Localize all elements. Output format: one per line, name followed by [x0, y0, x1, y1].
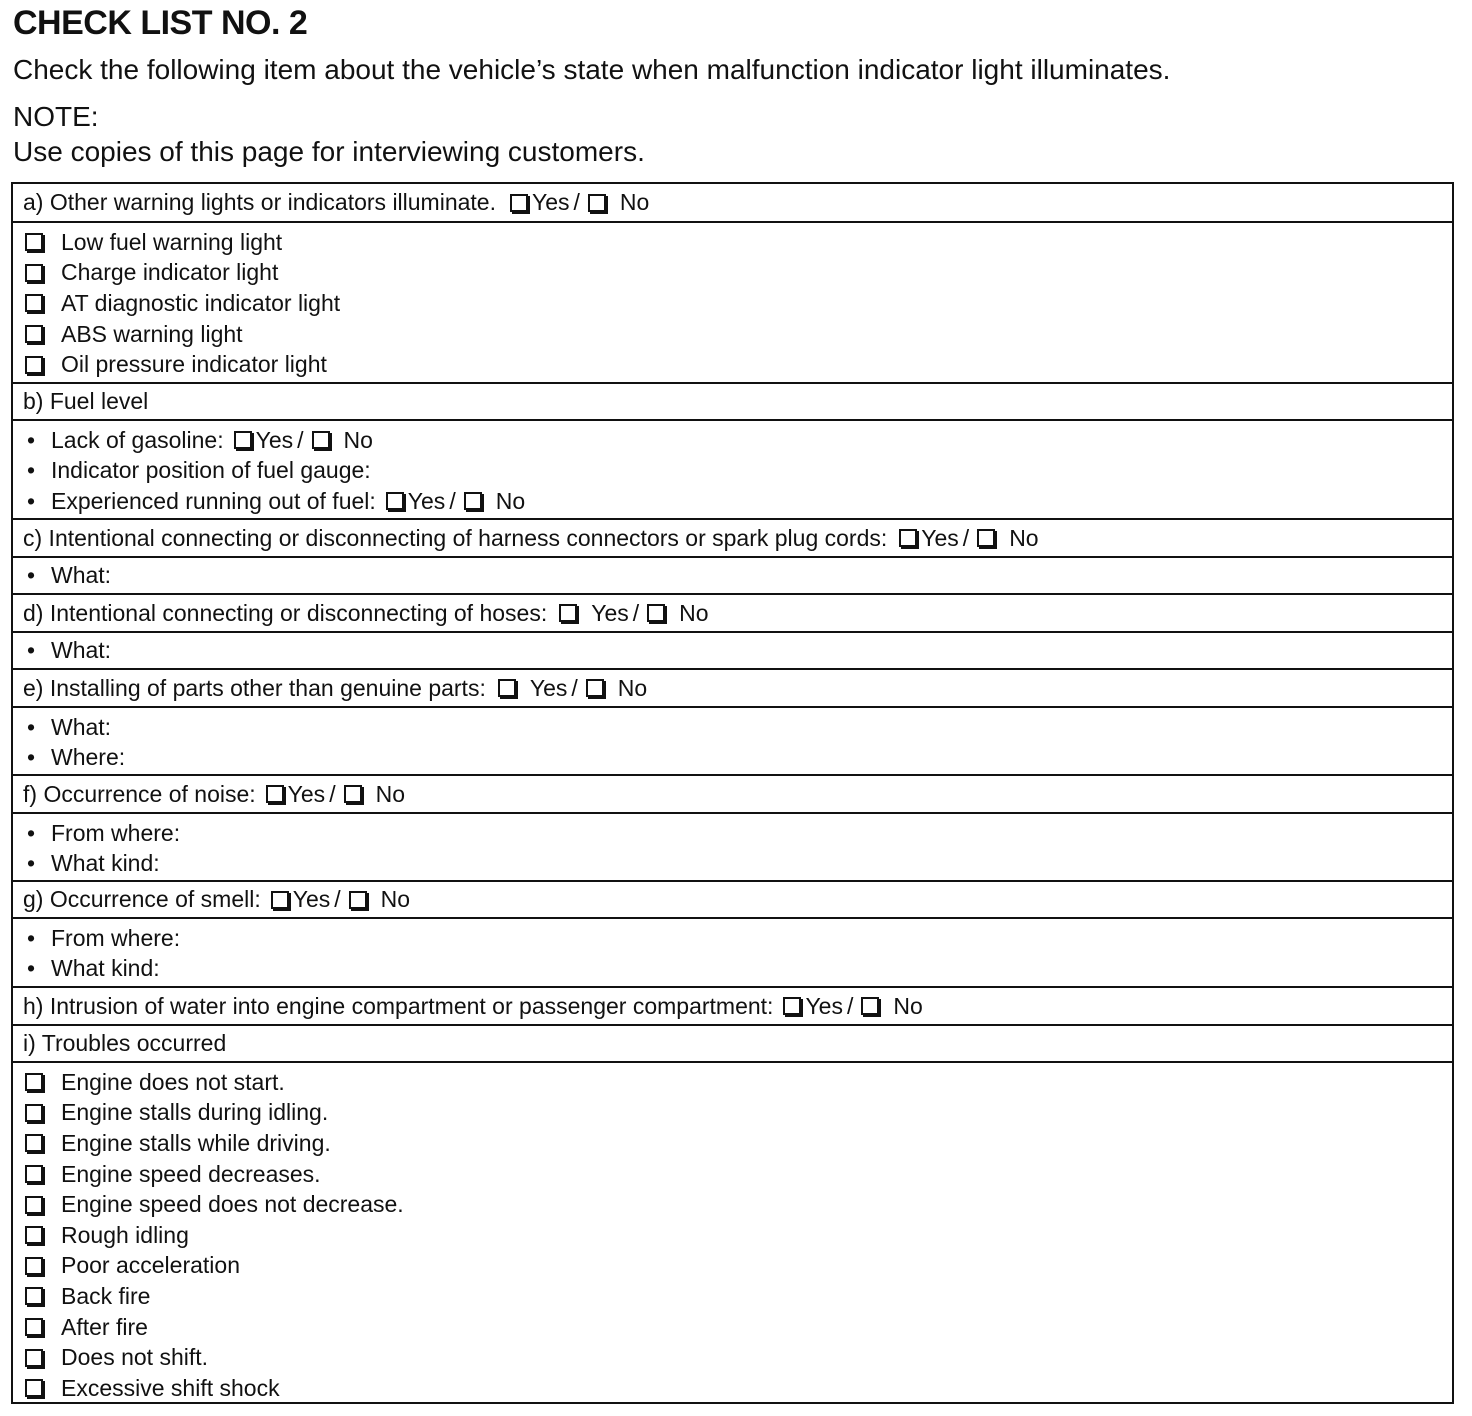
no-label: No [380, 886, 411, 912]
bullet: • [27, 819, 36, 846]
slash: / [334, 886, 341, 912]
list-item [23, 319, 1452, 350]
item-checkbox[interactable] [25, 325, 43, 343]
note-text: Use copies of this page for interviewing customers. [13, 136, 645, 167]
section-e-title: e) Installing of parts other than genuine parts: [23, 674, 486, 701]
bullet: • [27, 426, 36, 453]
intro-text: Check the following item about the vehicle’s state when malfunction indicator light illuminates. [13, 54, 1171, 85]
item-checkbox[interactable] [25, 1287, 43, 1305]
list-item [23, 486, 1452, 517]
page-title: CHECK LIST NO. 2 [13, 4, 308, 42]
h-no-checkbox[interactable] [861, 997, 879, 1015]
item-checkbox[interactable] [25, 1073, 43, 1091]
item-label: What: [51, 713, 112, 740]
g-no-checkbox[interactable] [349, 891, 367, 909]
slash: / [449, 487, 456, 514]
section-d-detail [13, 631, 1452, 668]
list-item [23, 1220, 1452, 1251]
item-label: Where: [51, 744, 126, 771]
section-d-header [13, 593, 1452, 631]
item-label: From where: [51, 819, 181, 846]
item-label: Low fuel warning light [61, 228, 283, 255]
item-label: Engine stalls while driving. [61, 1129, 331, 1156]
list-item [23, 1128, 1452, 1159]
list-item [23, 1067, 1452, 1098]
list-item [23, 954, 1452, 985]
yes-label: Yes [292, 886, 331, 912]
item-label: After fire [61, 1313, 148, 1340]
section-g-header [13, 880, 1452, 917]
bullet: • [27, 713, 36, 740]
item-label: What: [51, 637, 112, 663]
section-c-detail [13, 556, 1452, 593]
item-checkbox[interactable] [25, 264, 43, 282]
note-label: NOTE: [13, 101, 99, 132]
yes-label: Yes [287, 780, 326, 807]
item-label: Does not shift. [61, 1344, 209, 1371]
list-item [23, 1281, 1452, 1312]
bullet: • [27, 457, 36, 484]
c-yes-checkbox[interactable] [899, 529, 917, 547]
list-item [23, 1251, 1452, 1282]
section-g-title: g) Occurrence of smell: [23, 886, 261, 912]
h-yes-checkbox[interactable] [783, 997, 801, 1015]
list-item [23, 425, 1452, 456]
item-label: Oil pressure indicator light [61, 351, 327, 378]
bullet: • [27, 850, 36, 877]
d-yes-checkbox[interactable] [559, 604, 577, 622]
item-label: Engine speed decreases. [61, 1160, 321, 1187]
list-item [23, 288, 1452, 319]
item-label: What kind: [51, 850, 160, 877]
list-item [23, 1312, 1452, 1343]
no-label: No [893, 992, 923, 1019]
section-e-header [13, 668, 1452, 706]
section-f-header [13, 774, 1452, 812]
section-h-title: h) Intrusion of water into engine compartment or passenger compartment: [23, 992, 774, 1019]
item-label: Engine speed does not decrease. [61, 1191, 404, 1218]
item-checkbox[interactable] [25, 1165, 43, 1183]
item-label: Back fire [61, 1282, 151, 1309]
bullet: • [27, 955, 36, 982]
no-label: No [679, 599, 709, 626]
no-label: No [617, 674, 648, 701]
yes-label: Yes [531, 189, 570, 215]
item-checkbox[interactable] [25, 1379, 43, 1397]
list-item [23, 1159, 1452, 1190]
item-checkbox[interactable] [25, 1196, 43, 1214]
d-no-checkbox[interactable] [647, 604, 665, 622]
item-label: Charge indicator light [61, 259, 279, 286]
section-g-list [13, 917, 1452, 986]
no-label: No [495, 487, 526, 514]
item-checkbox[interactable] [25, 1104, 43, 1122]
item-checkbox[interactable] [25, 1349, 43, 1367]
list-item [23, 1373, 1452, 1404]
list-item [23, 1098, 1452, 1129]
slash: / [571, 674, 578, 701]
f-yes-checkbox[interactable] [266, 785, 284, 803]
a-yes-checkbox[interactable] [510, 194, 528, 212]
section-d-title: d) Intentional connecting or disconnecting of hoses: [23, 599, 548, 626]
item-label: Engine stalls during idling. [61, 1099, 329, 1126]
list-item [23, 456, 1452, 487]
item-label: Lack of gasoline: [51, 426, 224, 453]
section-a-title: a) Other warning lights or indicators illuminate. [23, 189, 496, 215]
section-i-title: i) Troubles occurred [23, 1030, 227, 1056]
section-c-header [13, 518, 1452, 556]
f-no-checkbox[interactable] [344, 785, 362, 803]
item-label: From where: [51, 924, 181, 951]
checklist-table [11, 182, 1454, 1404]
item-checkbox[interactable] [25, 1257, 43, 1275]
item-label: Rough idling [61, 1221, 189, 1248]
section-e-list [13, 706, 1452, 774]
section-b-header [13, 382, 1452, 419]
yes-label: Yes [407, 487, 446, 514]
b3-yes-checkbox[interactable] [386, 492, 404, 510]
e-no-checkbox[interactable] [586, 679, 604, 697]
item-label: AT diagnostic indicator light [61, 289, 341, 316]
no-label: No [343, 426, 373, 453]
yes-label: Yes [529, 674, 568, 701]
list-item [23, 849, 1452, 880]
item-checkbox[interactable] [25, 1134, 43, 1152]
b1-yes-checkbox[interactable] [234, 431, 252, 449]
item-label: ABS warning light [61, 320, 243, 347]
list-item [23, 258, 1452, 289]
section-c-title: c) Intentional connecting or disconnecting of harness connectors or spark plug cords: [23, 524, 888, 551]
list-item [23, 923, 1452, 954]
list-item [23, 818, 1452, 849]
item-label: What kind: [51, 955, 160, 982]
slash: / [846, 992, 854, 1019]
section-b-list [13, 419, 1452, 518]
no-label: No [619, 189, 650, 215]
item-checkbox[interactable] [25, 356, 43, 374]
item-label: Excessive shift shock [61, 1374, 280, 1401]
g-yes-checkbox[interactable] [271, 891, 289, 909]
item-label: What: [51, 562, 112, 588]
item-label: Engine does not start. [61, 1068, 285, 1095]
b3-no-checkbox[interactable] [464, 492, 482, 510]
slash: / [329, 780, 336, 807]
list-item [23, 743, 1452, 774]
yes-label: Yes [805, 992, 843, 1019]
b1-no-checkbox[interactable] [312, 431, 330, 449]
item-checkbox[interactable] [25, 1226, 43, 1244]
bullet: • [27, 924, 36, 951]
no-label: No [375, 780, 405, 807]
bullet: • [27, 744, 36, 771]
c-no-checkbox[interactable] [977, 529, 995, 547]
bullet: • [27, 562, 36, 588]
list-item [23, 349, 1452, 380]
item-label: Experienced running out of fuel: [51, 487, 376, 514]
item-checkbox[interactable] [25, 1318, 43, 1336]
list-item [23, 1342, 1452, 1373]
list-item [23, 1189, 1452, 1220]
section-a-header [13, 184, 1452, 221]
item-checkbox[interactable] [25, 233, 43, 251]
section-f-title: f) Occurrence of noise: [23, 780, 256, 807]
section-a-list [13, 221, 1452, 382]
list-item [23, 712, 1452, 743]
list-item [23, 227, 1452, 258]
slash: / [962, 524, 970, 551]
item-label: Poor acceleration [61, 1252, 240, 1279]
bullet: • [27, 487, 36, 514]
e-yes-checkbox[interactable] [498, 679, 516, 697]
yes-label: Yes [255, 426, 294, 453]
item-label: Indicator position of fuel gauge: [51, 457, 371, 484]
section-i-list [13, 1061, 1452, 1402]
slash: / [632, 599, 640, 626]
section-i-header [13, 1024, 1452, 1061]
yes-label: Yes [591, 599, 629, 626]
slash: / [297, 426, 304, 453]
yes-label: Yes [921, 524, 959, 551]
a-no-checkbox[interactable] [588, 194, 606, 212]
slash: / [573, 189, 580, 215]
item-checkbox[interactable] [25, 294, 43, 312]
bullet: • [27, 637, 36, 663]
no-label: No [1009, 524, 1039, 551]
section-b-title: b) Fuel level [23, 388, 149, 414]
section-h-header [13, 986, 1452, 1024]
section-f-list [13, 812, 1452, 880]
